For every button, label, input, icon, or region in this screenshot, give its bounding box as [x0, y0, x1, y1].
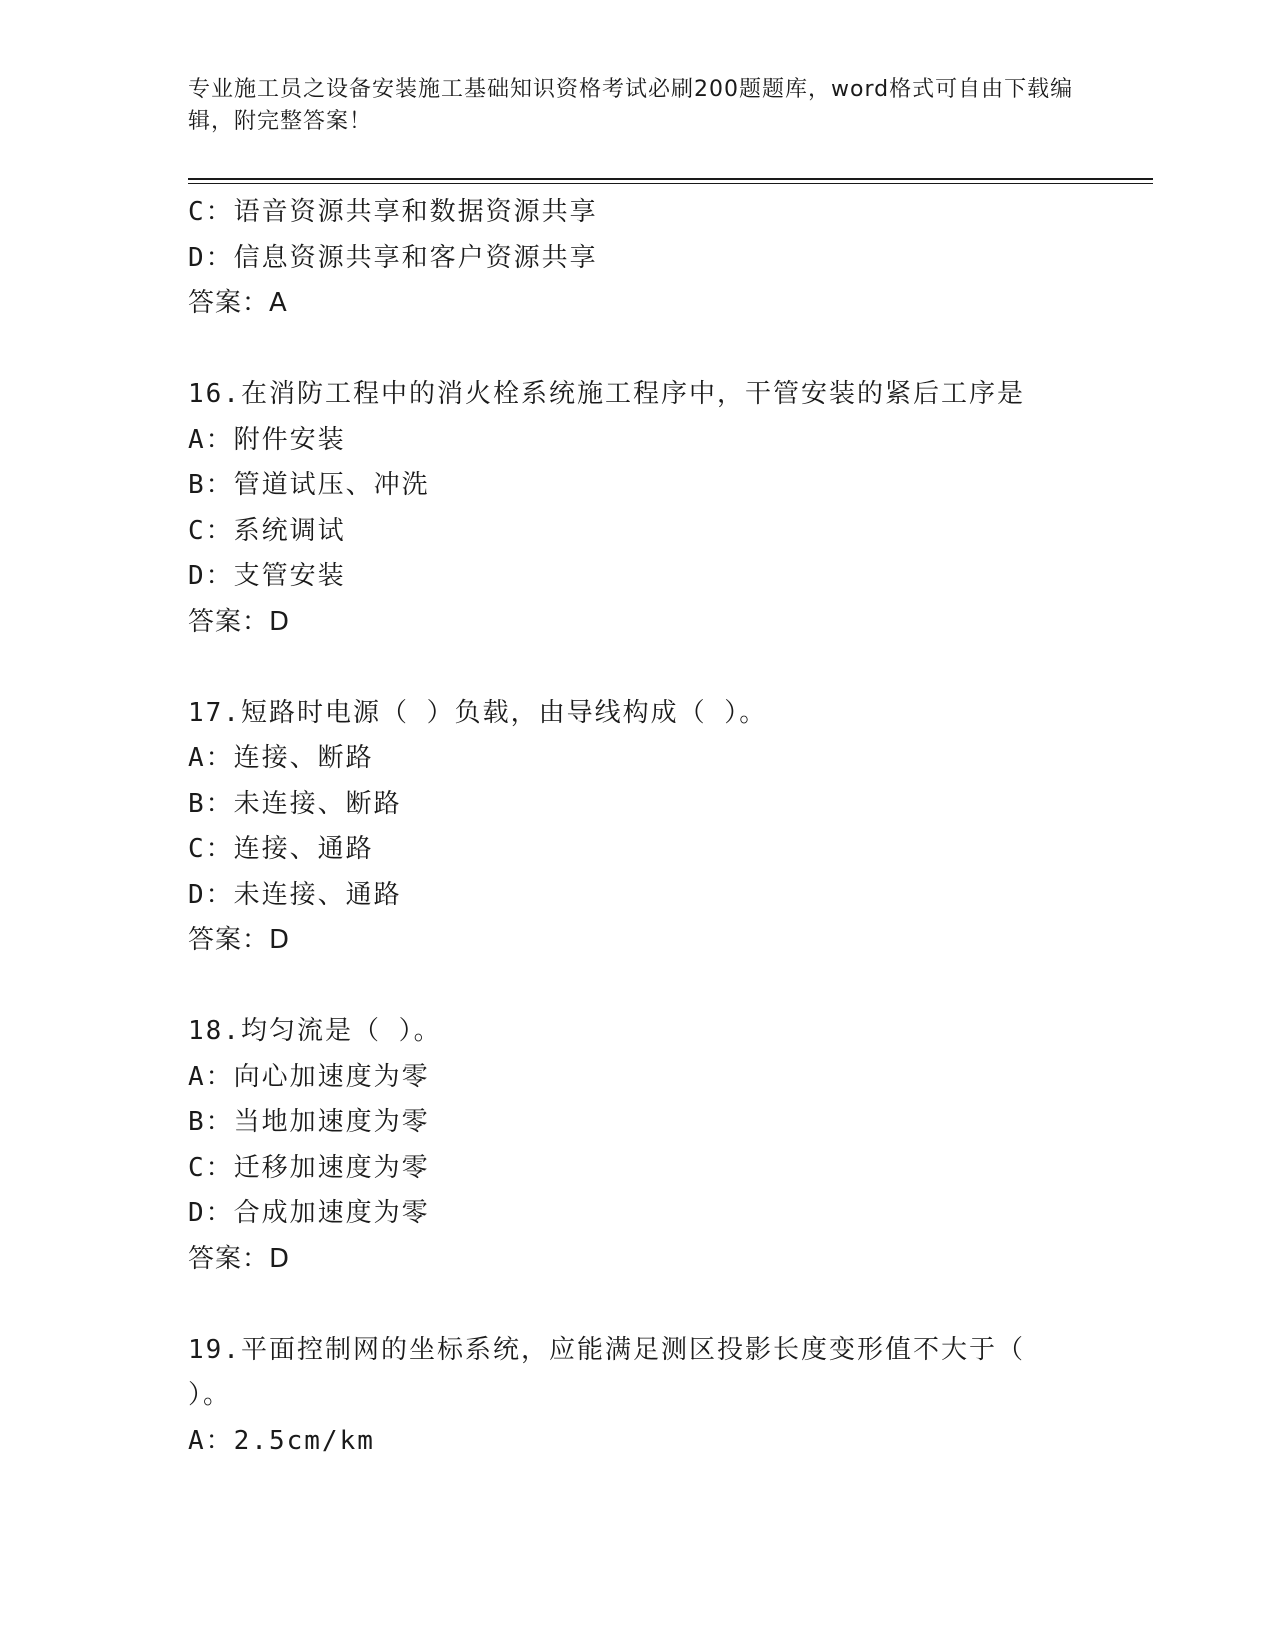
- question-15-tail: [188, 190, 1088, 327]
- spacer: [188, 645, 1088, 691]
- option-c: C：连接、通路: [188, 834, 374, 864]
- answer-line: 答案：D: [188, 1243, 291, 1274]
- question-17: [188, 691, 1088, 964]
- header-text: 专业施工员之设备安装施工基础知识资格考试必刷200题题库，word格式可自由下载编辑，附完整答案！: [188, 77, 1074, 134]
- question-stem: 19.平面控制网的坐标系统，应能满足测区投影长度变形值不大于（ ）。: [188, 1334, 1025, 1410]
- option-d: D：合成加速度为零: [188, 1198, 430, 1228]
- answer-line: 答案：A: [188, 288, 288, 318]
- option-a: A：附件安装: [188, 424, 346, 455]
- question-16: [188, 372, 1088, 645]
- option-a: A：向心加速度为零: [188, 1061, 430, 1092]
- header-divider-thin: [188, 183, 1153, 184]
- option-b: B：未连接、断路: [188, 788, 402, 819]
- option-d: D：信息资源共享和客户资源共享: [188, 242, 598, 273]
- spacer: [188, 327, 1088, 373]
- question-stem: 17.短路时电源（ ）负载，由导线构成（ ）。: [188, 697, 768, 728]
- question-18: [188, 1009, 1088, 1282]
- question-list: [188, 190, 1088, 1464]
- option-b: B：管道试压、冲洗: [188, 470, 430, 500]
- option-c: C：系统调试: [188, 515, 346, 546]
- spacer: [188, 1282, 1088, 1328]
- document-header: [188, 74, 1088, 138]
- question-stem: 18.均匀流是（ ）。: [188, 1016, 442, 1046]
- question-stem: 16.在消防工程中的消火栓系统施工程序中，干管安装的紧后工序是: [188, 379, 1025, 409]
- question-19: [188, 1328, 1088, 1465]
- option-d: D：支管安装: [188, 561, 346, 591]
- option-d: D：未连接、通路: [188, 879, 402, 910]
- option-c: C：语音资源共享和数据资源共享: [188, 197, 598, 227]
- answer-line: 答案：D: [188, 925, 291, 955]
- option-c: C：迁移加速度为零: [188, 1152, 430, 1183]
- header-divider-thick: [188, 178, 1153, 180]
- option-b: B：当地加速度为零: [188, 1107, 430, 1137]
- option-a: A：2.5cm/km: [188, 1425, 375, 1456]
- spacer: [188, 964, 1088, 1010]
- answer-line: 答案：D: [188, 606, 291, 637]
- option-a: A：连接、断路: [188, 743, 374, 773]
